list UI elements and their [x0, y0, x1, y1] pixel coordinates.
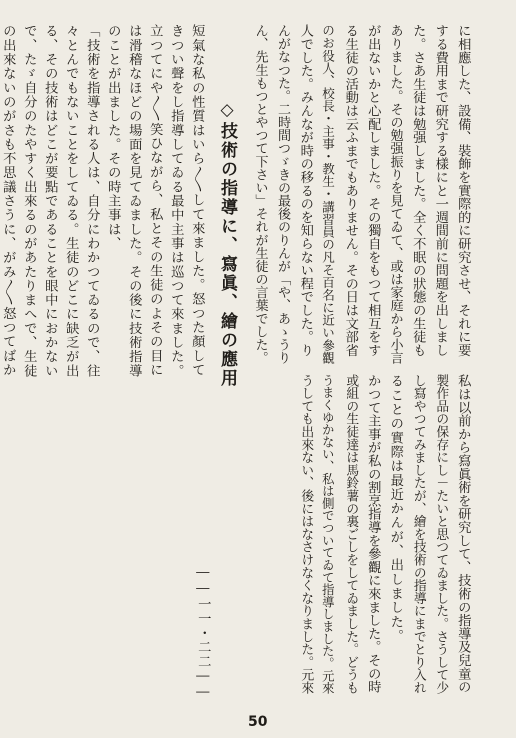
text-line: 製作品の保存にし－たいと思つてゐました。さうして少 [433, 374, 449, 694]
text-line: 或組の生徒達は馬鈴薯の裏ごしをしてゐました。どうも [343, 374, 359, 694]
text-line: 人でした。みんなが時の移るのを知らない程でした。り [297, 24, 313, 357]
page-number: 50 [248, 714, 268, 730]
text-line: する費用まで研究する樣にと一週間前に問題を出しまし [432, 24, 448, 357]
text-line: かつて主事が私の割烹指導を參觀に來ました。その時 [365, 374, 381, 694]
text-line: んがなつた。二時間つゞきの最後のりんが「や、あゝうり [275, 24, 291, 365]
text-line: 「技術を指導される人は、自分にわかつてゐるので、往 [84, 24, 100, 378]
text-line: 立つてにや〳〵笑ひながら、私とその生徒のよその目に [147, 24, 163, 377]
text-line: 短氣な私の性質はいら〳〵して來ました。怒つた顏して [189, 24, 205, 377]
text-line: ありました。その勉强振りを見てゐて、或は家庭から小言 [387, 24, 403, 365]
text-line: の出來ないのがさも不思議さうに、がみ〳〵怒つてばか [0, 24, 16, 377]
date-signature: ――一一・二二―― [195, 565, 211, 701]
text-line: る生徒の活動は云ふまでもありません。その日は文部省 [342, 24, 358, 357]
text-line: うしても出來ない、後にはなさけなくなりました。元來 [298, 374, 314, 694]
text-line: 私は以前から寫眞術を研究して、技術の指導及兒童の [455, 374, 471, 694]
text-line: が出ないかと心配しました。その獨自をもつて相互をす [365, 24, 381, 357]
text-line: きつい聲をし指導してゐる最中主事は巡つて來ました。 [168, 24, 184, 378]
text-line: のお役人、校長・主事・教生・講習員の凡そ百名に近い參觀 [320, 24, 336, 364]
text-line: た。さあ生徒は勉强しました。全く不眠の狀態の生徒も [410, 24, 426, 357]
text-line: に相應した、設備、裝飾を實際的に研究させ、それに要 [455, 24, 471, 357]
text-line: は滑稽なほどの場面を見てゐました。その後に技術指導 [126, 24, 142, 378]
section-heading: ◇技術の指導に、寫眞、繪の應用 [217, 100, 237, 388]
text-line: ん、先生もつとやつて下さい」それが生徒の言葉でした。 [252, 24, 268, 365]
text-line: で、たゞ自分のたやすく出來るのがあたりまへで、生徒 [21, 24, 37, 378]
text-line: 々とんでもないことをしてゐる。生徒のどこに缺乏が出 [63, 24, 79, 378]
text-line: のことが出ました。その時主事は、 [105, 24, 121, 251]
text-line: ることの實際は最近かんが、出しました。 [387, 374, 403, 643]
text-line: し寫やつてみましたが、繪を技術の指導にまでとり入れ [410, 374, 426, 694]
text-line: うまくゆかない、私は側でついてゐて指導しました。元來 [320, 374, 335, 695]
text-line: る、その技術はどこが要點であることを眼中におかない [42, 24, 58, 378]
